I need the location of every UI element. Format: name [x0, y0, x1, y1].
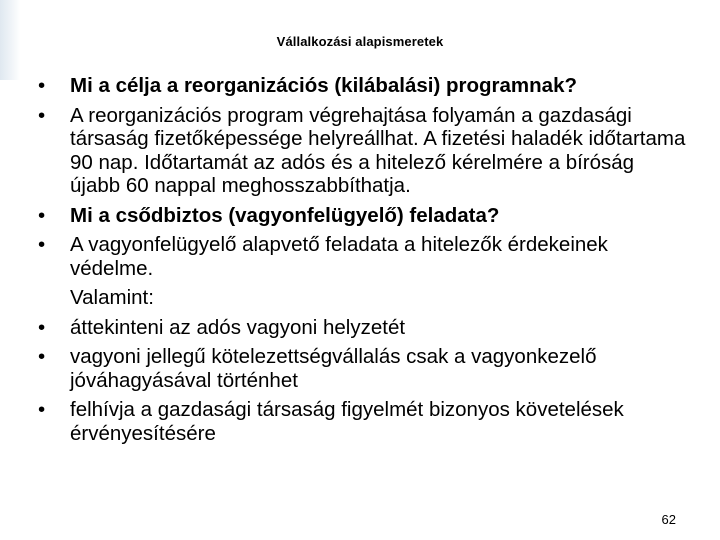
bullet-text: Mi a célja a reorganizációs (kilábalási) programnak? — [70, 74, 577, 97]
bullet-task-claims — [36, 398, 686, 445]
bullet-icon: • — [38, 103, 46, 127]
bullet-text: vagyoni jellegű kötelezettségvállalás csak a vagyonkezelő jóváhagyásával történhet — [70, 345, 597, 392]
bullet-icon: • — [38, 74, 46, 97]
bullet-text: felhívja a gazdasági társaság figyelmét bizonyos követelések érvényesítésére — [70, 398, 624, 445]
slide-content — [36, 74, 686, 451]
bullet-icon: • — [38, 233, 46, 256]
bullet-question-trustee — [36, 204, 686, 228]
bullet-text: A vagyonfelügyelő alapvető feladata a hitelezők érdekeinek védelme. — [70, 233, 608, 280]
bullet-icon: • — [38, 398, 46, 421]
bullet-task-approval — [36, 345, 686, 392]
bullet-text: áttekinteni az adós vagyoni helyzetét — [70, 315, 406, 339]
continuation-text — [36, 286, 686, 310]
bullet-icon: • — [38, 315, 46, 339]
bullet-answer-reorganization — [36, 104, 686, 198]
bullet-task-review — [36, 316, 686, 340]
bullet-icon: • — [38, 345, 46, 368]
page-number: 62 — [661, 512, 676, 527]
bullet-icon: • — [38, 203, 46, 227]
bullet-text: Mi a csődbiztos (vagyonfelügyelő) feladata? — [70, 203, 500, 227]
bullet-text: Valamint: — [70, 286, 154, 309]
bullet-text: A reorganizációs program végrehajtása folyamán a gazdasági társaság fizetőképessége helyreállhat. A fizetési haladék időtartama 90 nap. Időtartamát az adós és a hitelező kérelmére a bíróság újabb 60 nappal meghosszabbíthatja. — [70, 103, 686, 197]
slide-header: Vállalkozási alapismeretek — [276, 34, 444, 49]
bullet-question-reorganization — [36, 74, 686, 98]
bullet-answer-trustee — [36, 233, 686, 280]
